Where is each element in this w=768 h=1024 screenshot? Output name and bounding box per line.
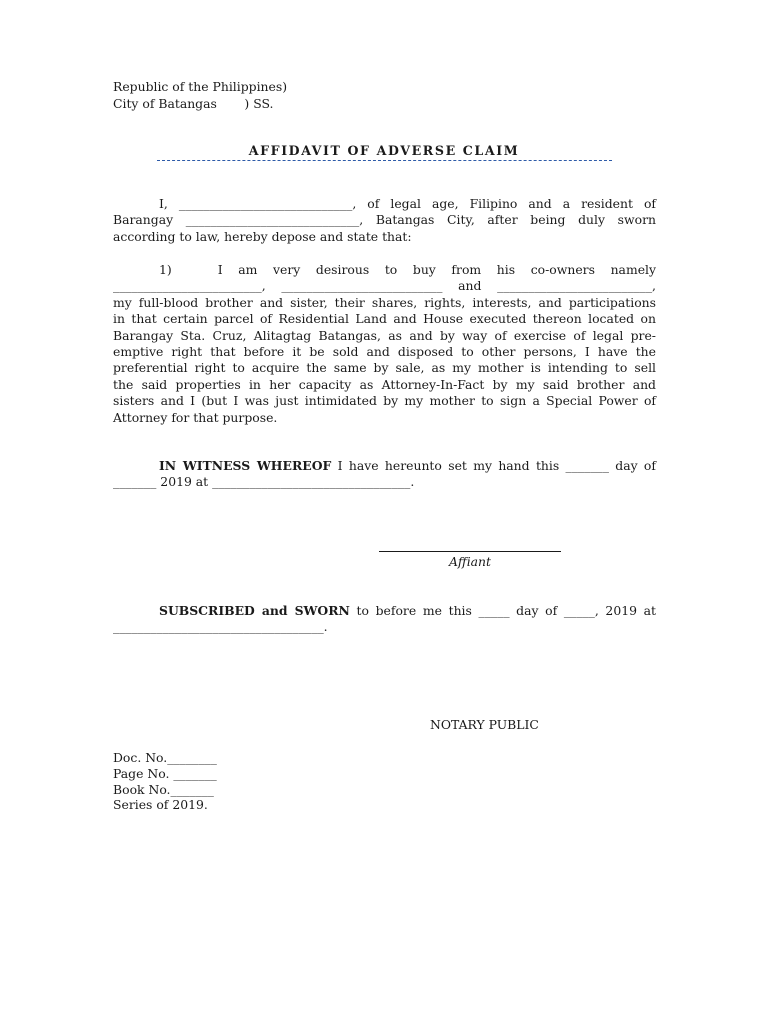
intro-line-3: according to law, hereby depose and state that: [113, 228, 412, 244]
name-blank: ____________________________ [178, 196, 353, 211]
item-1-line-6: emptive right that before it be sold and disposed to other persons, I have the [113, 344, 656, 360]
item-1-line-7: preferential right to acquire the same by sale, as my mother is intending to sell [113, 360, 656, 376]
item-1-line-1: 1) I am very desirous to buy from his co-owners namely [159, 262, 656, 277]
barangay-blank: ____________________________ [185, 212, 360, 228]
witness-line-1: IN WITNESS WHEREOF I have hereunto set my hand this _______ day of [159, 458, 656, 473]
witness-paragraph [113, 458, 656, 491]
item-1-line-2: ________________________, __________________________ and _________________________, [113, 278, 656, 294]
item-1-line-5: Barangay Sta. Cruz, Alitagtag Batangas, as and by way of exercise of legal pre- [113, 327, 656, 343]
notary-public-label: NOTARY PUBLIC [430, 717, 539, 732]
affiant-signature-line [379, 551, 561, 552]
page-no: Page No. _______ [113, 765, 217, 781]
venue-block [113, 79, 287, 112]
witness-heading: IN WITNESS WHEREOF [159, 458, 332, 473]
document-title: AFFIDAVIT OF ADVERSE CLAIM [248, 143, 520, 158]
witness-line-2: _______ 2019 at ________________________________. [113, 474, 415, 490]
sworn-paragraph [113, 603, 656, 636]
item-1-paragraph [113, 262, 656, 426]
doc-no: Doc. No.________ [113, 750, 217, 765]
series: Series of 2019. [113, 797, 208, 813]
sworn-line-2: __________________________________. [113, 619, 328, 635]
book-no: Book No._______ [113, 781, 214, 797]
item-1-line-8: the said properties in her capacity as Attorney-In-Fact by my said brother and [113, 376, 656, 392]
item-1-number: 1) [159, 262, 172, 277]
sworn-line-1: SUBSCRIBED and SWORN to before me this _____ day of _____, 2019 at [159, 603, 656, 618]
intro-line-2: Barangay ____________________________, Batangas City, after being duly sworn [113, 212, 656, 228]
item-1-line-4: in that certain parcel of Residential Land and House executed thereon located on [113, 311, 656, 327]
item-1-line-9: sisters and I (but I was just intimidated by my mother to sign a Special Power of [113, 393, 656, 409]
document-reference-block [113, 750, 217, 813]
sworn-heading: SUBSCRIBED and SWORN [159, 603, 350, 618]
intro-line-1: I, ____________________________, of legal age, Filipino and a resident of [159, 196, 656, 211]
item-1-line-3: my full-blood brother and sister, their shares, rights, interests, and participations [113, 294, 656, 310]
venue-line-city: City of Batangas ) SS. [113, 95, 274, 111]
affiant-label: Affiant [448, 554, 492, 569]
title-dashed-rule [157, 160, 612, 161]
intro-paragraph [113, 196, 656, 245]
venue-line-republic: Republic of the Philippines) [113, 79, 288, 94]
item-1-line-10: Attorney for that purpose. [113, 409, 278, 425]
